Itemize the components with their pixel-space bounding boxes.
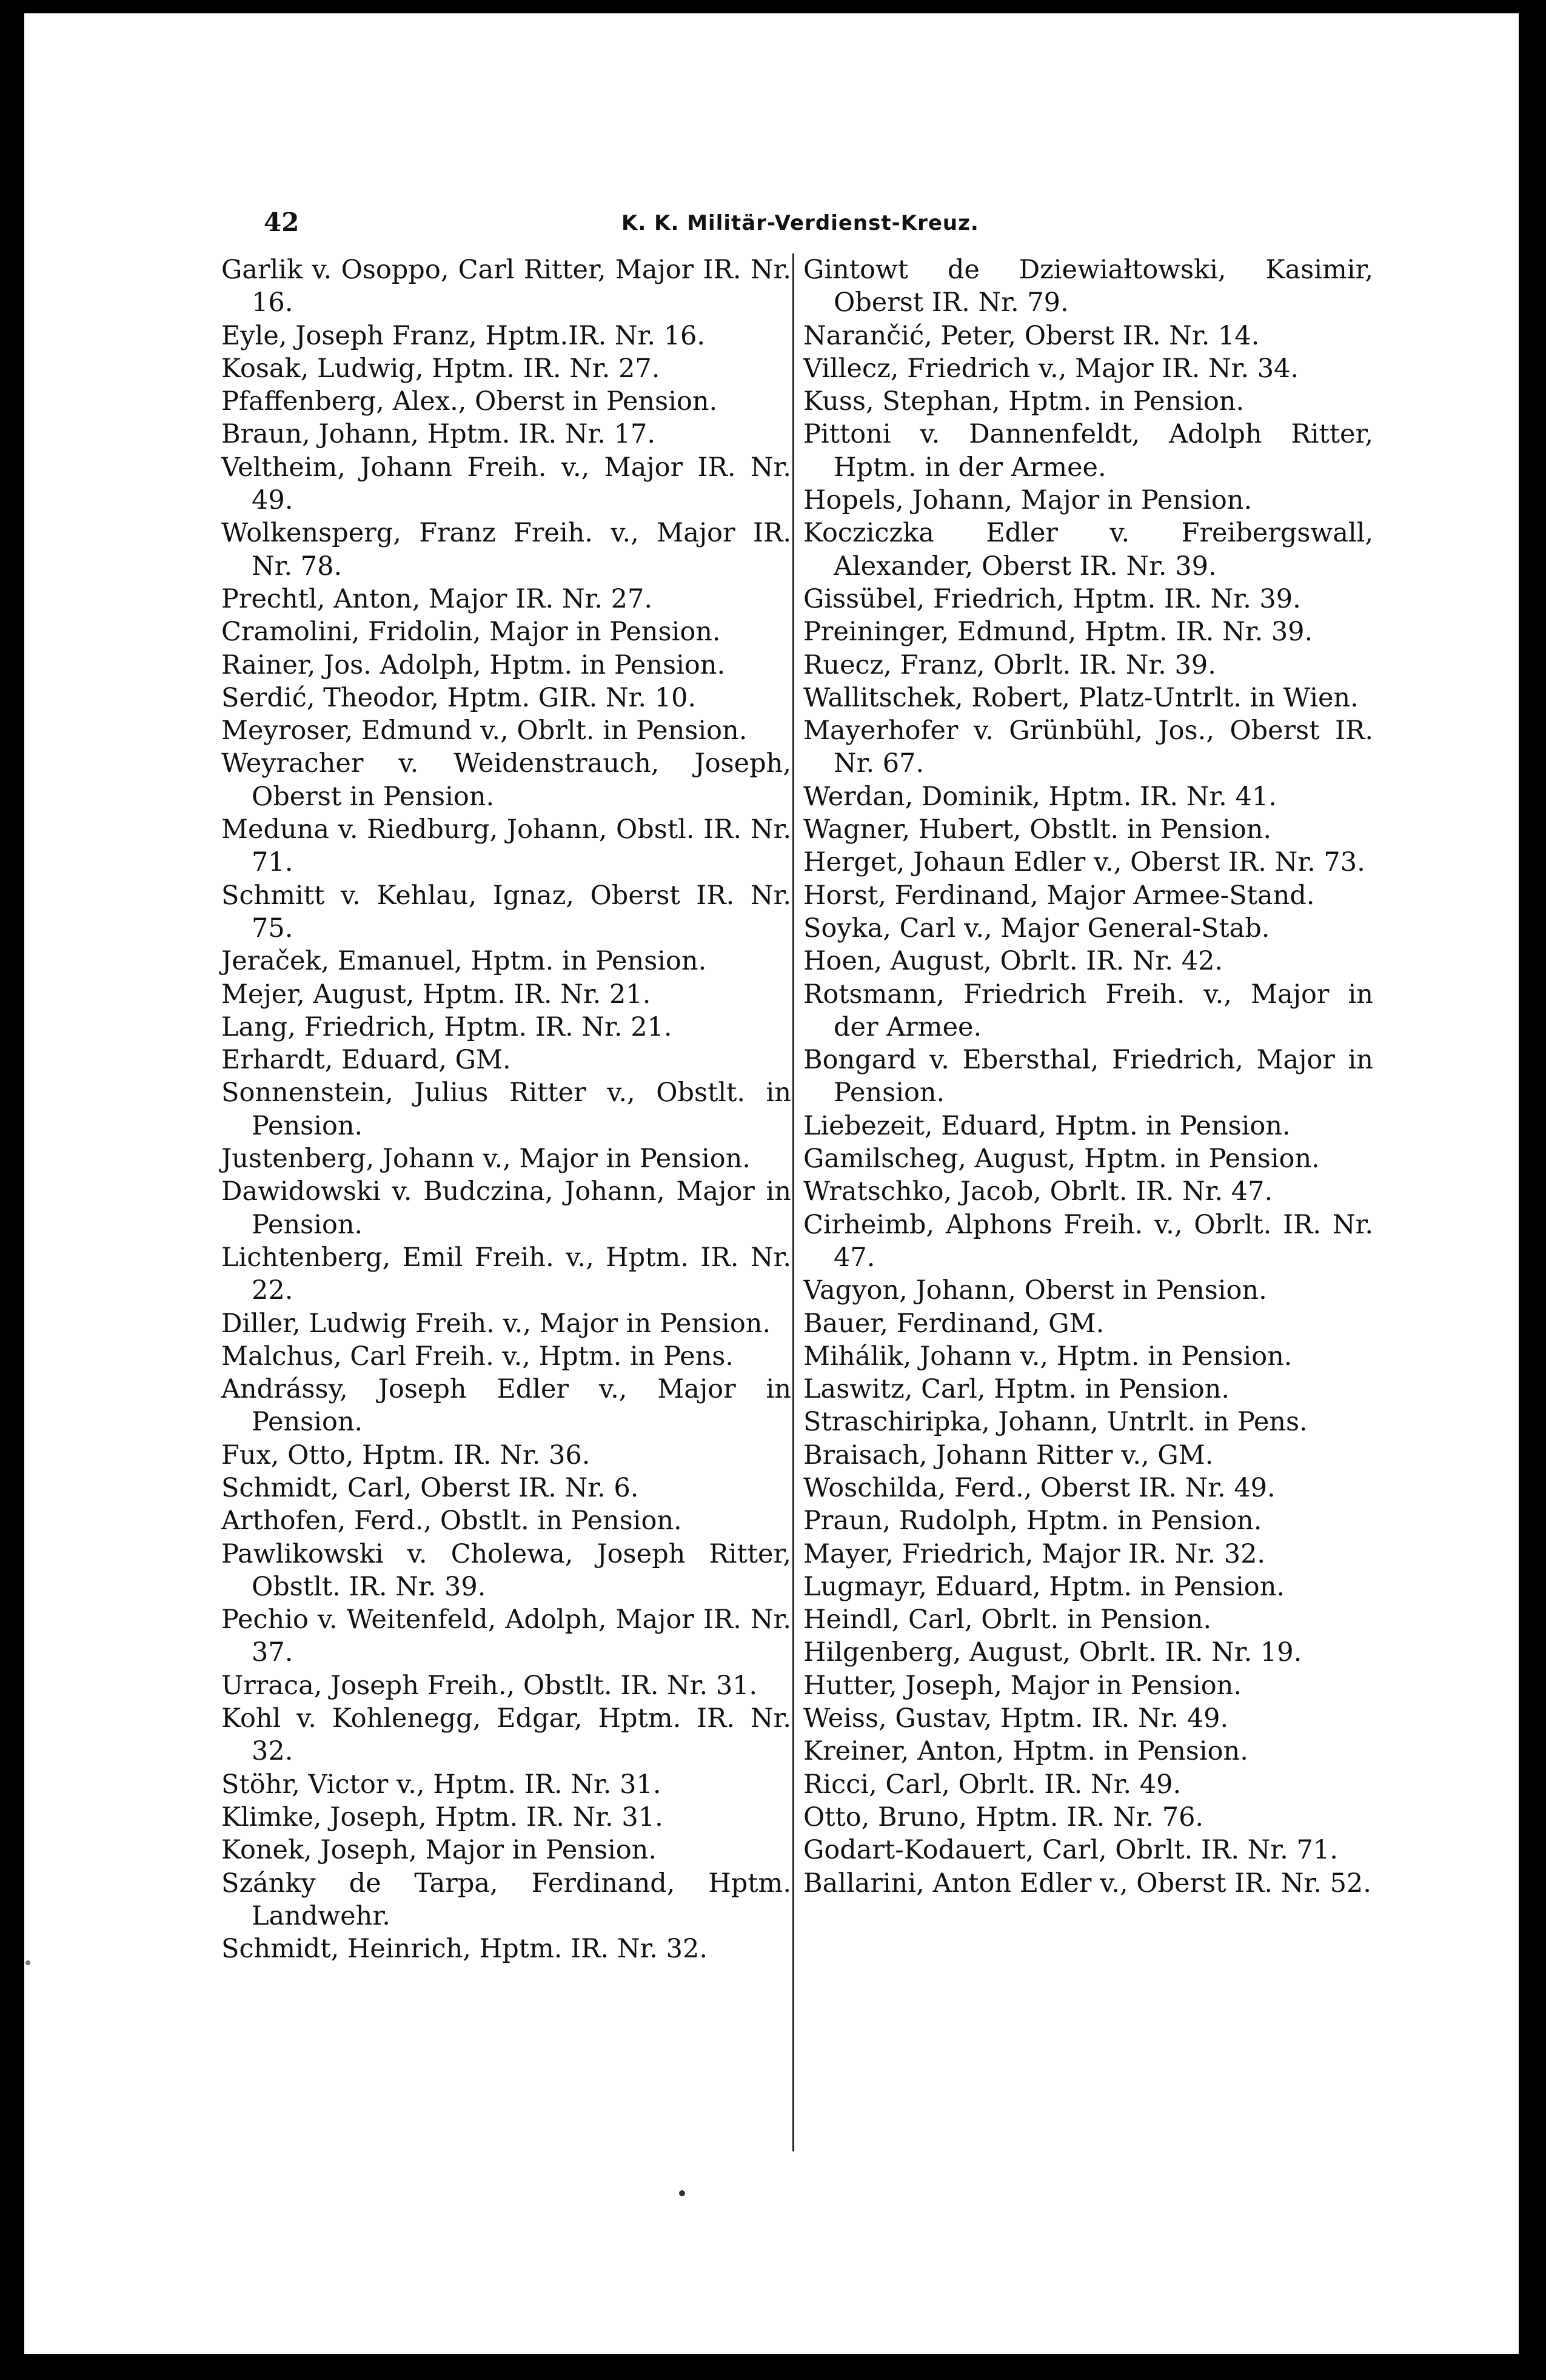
register-entry: Narančić, Peter, Oberst IR. Nr. 14. — [803, 320, 1260, 351]
register-entry: Otto, Bruno, Hptm. IR. Nr. 76. — [803, 1802, 1204, 1832]
register-entry: Braun, Johann, Hptm. IR. Nr. 17. — [221, 419, 655, 450]
register-entry: Herget, Johaun Edler v., Oberst IR. Nr. 73. — [803, 847, 1365, 878]
register-entry: Konek, Joseph, Major in Pension. — [221, 1835, 657, 1866]
register-entry: Lang, Friedrich, Hptm. IR. Nr. 21. — [221, 1011, 672, 1042]
register-entry: Kosak, Ludwig, Hptm. IR. Nr. 27. — [221, 353, 660, 384]
register-entry: Bongard v. Ebersthal, Friedrich, Major in Pension. — [803, 1045, 1373, 1108]
register-entry: Kreiner, Anton, Hptm. in Pension. — [803, 1736, 1248, 1767]
register-entry: Mayer, Friedrich, Major IR. Nr. 32. — [803, 1538, 1266, 1569]
register-entry: Ballarini, Anton Edler v., Oberst IR. Nr. 52. — [803, 1868, 1371, 1899]
register-entry: Serdić, Theodor, Hptm. GIR. Nr. 10. — [221, 682, 697, 713]
register-entry: Pechio v. Weitenfeld, Adolph, Major IR. Nr. 37. — [221, 1604, 791, 1668]
register-entry: Wagner, Hubert, Obstlt. in Pension. — [803, 814, 1272, 845]
register-entry: Gamilscheg, August, Hptm. in Pension. — [803, 1144, 1320, 1175]
register-entry: Schmitt v. Kehlau, Ignaz, Oberst IR. Nr. 75. — [221, 880, 791, 944]
column-divider — [792, 253, 794, 2151]
register-entry: Justenberg, Johann v., Major in Pension. — [221, 1144, 751, 1175]
register-entry: Lugmayr, Eduard, Hptm. in Pension. — [803, 1571, 1285, 1602]
running-title: K. K. Militär-Verdienst-Kreuz. — [621, 211, 979, 235]
register-entry: Sonnenstein, Julius Ritter v., Obstlt. in Pension. — [221, 1078, 791, 1141]
register-entry: Werdan, Dominik, Hptm. IR. Nr. 41. — [803, 781, 1277, 812]
register-entry: Mayerhofer v. Grünbühl, Jos., Oberst IR. Nr. 67. — [803, 716, 1373, 779]
register-entry: Malchus, Carl Freih. v., Hptm. in Pens. — [221, 1341, 734, 1372]
register-entry: Fux, Otto, Hptm. IR. Nr. 36. — [221, 1440, 591, 1470]
register-entry: Vagyon, Johann, Oberst in Pension. — [803, 1275, 1267, 1306]
register-entry: Godart-Kodauert, Carl, Obrlt. IR. Nr. 71. — [803, 1835, 1338, 1866]
register-entry: Gissübel, Friedrich, Hptm. IR. Nr. 39. — [803, 583, 1301, 614]
register-entry: Liebezeit, Eduard, Hptm. in Pension. — [803, 1110, 1291, 1141]
register-entry: Mihálik, Johann v., Hptm. in Pension. — [803, 1341, 1293, 1372]
page-header — [264, 207, 1070, 244]
register-entry: Hoen, August, Obrlt. IR. Nr. 42. — [803, 946, 1223, 977]
register-entry: Hopels, Johann, Major in Pension. — [803, 485, 1253, 516]
register-entry: Bauer, Ferdinand, GM. — [803, 1308, 1105, 1339]
register-entry: Klimke, Joseph, Hptm. IR. Nr. 31. — [221, 1802, 663, 1832]
register-entry: Villecz, Friedrich v., Major IR. Nr. 34. — [803, 353, 1299, 384]
register-entry: Hilgenberg, August, Obrlt. IR. Nr. 19. — [803, 1637, 1302, 1668]
register-entry: Wratschko, Jacob, Obrlt. IR. Nr. 47. — [803, 1176, 1273, 1207]
register-entry: Mejer, August, Hptm. IR. Nr. 21. — [221, 979, 651, 1010]
register-entry: Wallitschek, Robert, Platz-Untrlt. in Wien. — [803, 682, 1359, 713]
register-entry: Arthofen, Ferd., Obstlt. in Pension. — [221, 1506, 682, 1537]
register-entry: Woschilda, Ferd., Oberst IR. Nr. 49. — [803, 1472, 1276, 1503]
register-entry: Eyle, Joseph Franz, Hptm.IR. Nr. 16. — [221, 320, 706, 351]
register-entry: Laswitz, Carl, Hptm. in Pension. — [803, 1374, 1230, 1405]
register-entry: Horst, Ferdinand, Major Armee-Stand. — [803, 880, 1315, 911]
right-column — [803, 253, 1373, 1900]
register-entry: Erhardt, Eduard, GM. — [221, 1045, 511, 1076]
register-entry: Weiss, Gustav, Hptm. IR. Nr. 49. — [803, 1703, 1229, 1734]
register-entry: Urraca, Joseph Freih., Obstlt. IR. Nr. 31. — [221, 1670, 758, 1701]
register-entry: Schmidt, Heinrich, Hptm. IR. Nr. 32. — [221, 1934, 708, 1965]
margin-speck — [25, 1960, 30, 1965]
register-entry: Pfaffenberg, Alex., Oberst in Pension. — [221, 386, 718, 417]
register-entry: Stöhr, Victor v., Hptm. IR. Nr. 31. — [221, 1769, 661, 1800]
register-entry: Prechtl, Anton, Major IR. Nr. 27. — [221, 583, 653, 614]
register-entry: Schmidt, Carl, Oberst IR. Nr. 6. — [221, 1472, 639, 1503]
register-entry: Weyracher v. Weidenstrauch, Joseph, Oberst in Pension. — [221, 748, 791, 812]
register-entry: Kohl v. Kohlenegg, Edgar, Hptm. IR. Nr. 32. — [221, 1703, 791, 1767]
register-entry: Rainer, Jos. Adolph, Hptm. in Pension. — [221, 649, 726, 680]
register-entry: Ruecz, Franz, Obrlt. IR. Nr. 39. — [803, 649, 1216, 680]
left-column — [221, 253, 791, 1965]
register-entry: Soyka, Carl v., Major General-Stab. — [803, 913, 1270, 944]
register-entry: Meduna v. Riedburg, Johann, Obstl. IR. Nr. 71. — [221, 814, 791, 878]
register-entry: Diller, Ludwig Freih. v., Major in Pension. — [221, 1308, 771, 1339]
register-entry: Hutter, Joseph, Major in Pension. — [803, 1670, 1242, 1701]
page-mark — [679, 2190, 685, 2196]
register-entry: Andrássy, Joseph Edler v., Major in Pension. — [221, 1374, 791, 1438]
register-entry: Rotsmann, Friedrich Freih. v., Major in der Armee. — [803, 979, 1373, 1042]
register-entry: Garlik v. Osoppo, Carl Ritter, Major IR. Nr. 16. — [221, 255, 791, 318]
register-entry: Kuss, Stephan, Hptm. in Pension. — [803, 386, 1245, 417]
register-entry: Pittoni v. Dannenfeldt, Adolph Ritter, Hptm. in der Armee. — [803, 419, 1373, 483]
register-entry: Meyroser, Edmund v., Obrlt. in Pension. — [221, 716, 748, 746]
register-entry: Braisach, Johann Ritter v., GM. — [803, 1440, 1214, 1470]
register-entry: Heindl, Carl, Obrlt. in Pension. — [803, 1604, 1212, 1635]
register-entry: Jeraček, Emanuel, Hptm. in Pension. — [221, 946, 707, 977]
register-entry: Preininger, Edmund, Hptm. IR. Nr. 39. — [803, 617, 1313, 648]
register-entry: Cirheimb, Alphons Freih. v., Obrlt. IR. Nr. 47. — [803, 1209, 1373, 1273]
register-entry: Praun, Rudolph, Hptm. in Pension. — [803, 1506, 1262, 1537]
register-entry: Veltheim, Johann Freih. v., Major IR. Nr. 49. — [221, 452, 791, 516]
register-entry: Gintowt de Dziewiałtowski, Kasimir, Oberst IR. Nr. 79. — [803, 255, 1373, 318]
register-entry: Ricci, Carl, Obrlt. IR. Nr. 49. — [803, 1769, 1182, 1800]
page-number: 42 — [264, 207, 299, 237]
register-entry: Kocziczka Edler v. Freibergswall, Alexander, Oberst IR. Nr. 39. — [803, 518, 1373, 582]
register-entry: Straschiripka, Johann, Untrlt. in Pens. — [803, 1407, 1308, 1438]
register-entry: Pawlikowski v. Cholewa, Joseph Ritter, Obstlt. IR. Nr. 39. — [221, 1538, 791, 1602]
register-entry: Dawidowski v. Budczina, Johann, Major in Pension. — [221, 1176, 791, 1240]
register-entry: Szánky de Tarpa, Ferdinand, Hptm. Landwehr. — [221, 1868, 791, 1931]
register-entry: Wolkensperg, Franz Freih. v., Major IR. Nr. 78. — [221, 518, 791, 582]
register-entry: Lichtenberg, Emil Freih. v., Hptm. IR. Nr. 22. — [221, 1242, 791, 1306]
register-entry: Cramolini, Fridolin, Major in Pension. — [221, 617, 721, 648]
